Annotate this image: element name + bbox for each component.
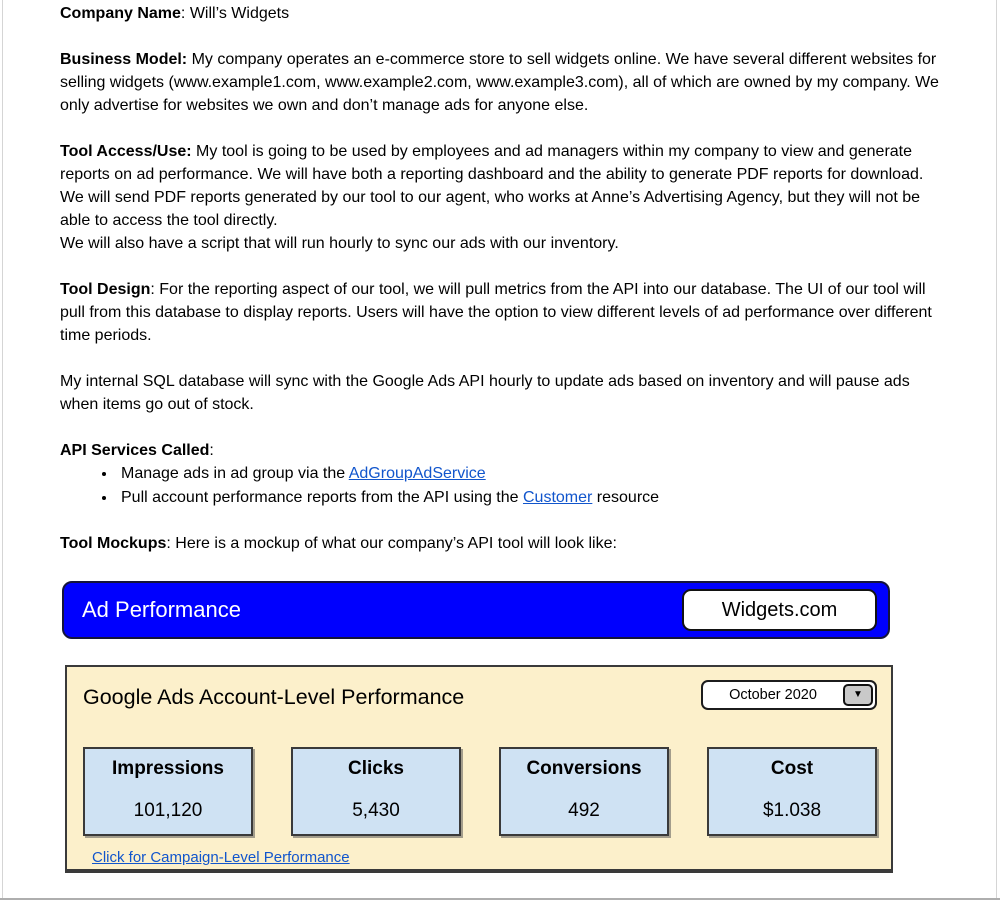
campaign-link-row <box>92 849 877 867</box>
metric-label: Conversions <box>526 758 642 779</box>
business-model-text: My company operates an e-commerce store to sell widgets online. We have several different websites for selling widgets (www.example1.com, www.example2.com, www.example3.com), all of which are owned by my company. We only advertise for websites we own and don’t manage ads for anyone else. <box>60 51 939 114</box>
tool-design-paragraph <box>60 278 944 347</box>
sql-sync-paragraph <box>60 370 944 416</box>
metric-card-cost <box>707 747 877 836</box>
api-services-list <box>60 462 944 509</box>
bullet-2-text: Pull account performance reports from the API using the <box>121 488 523 506</box>
tool-design-label: Tool Design <box>60 281 151 298</box>
metric-card-impressions <box>83 747 253 836</box>
tool-mockups-text: : Here is a mockup of what our company’s API tool will look like: <box>166 535 617 552</box>
dropdown-arrow-button[interactable] <box>843 684 873 706</box>
metric-value: 492 <box>568 800 600 821</box>
panel-header-row <box>83 680 877 710</box>
list-item <box>117 486 944 510</box>
metric-card-conversions <box>499 747 669 836</box>
panel-title: Google Ads Account-Level Performance <box>83 685 465 709</box>
metric-card-clicks <box>291 747 461 836</box>
api-services-heading <box>60 439 944 462</box>
company-name-paragraph <box>60 2 944 25</box>
document-body <box>60 2 944 873</box>
tool-mockups-paragraph <box>60 532 944 555</box>
list-item <box>117 462 944 486</box>
tool-access-paragraph <box>60 140 944 255</box>
document-right-edge <box>996 0 997 900</box>
date-range-value: October 2020 <box>729 687 817 703</box>
tool-access-text: My tool is going to be used by employees and ad managers within my company to view and generate reports on ad performance. We will have both a reporting dashboard and the ability to generate PDF reports for download. We will send PDF reports generated by our tool to our agent, who works at Anne’s Advertising Agency, but they will not be able to access the tool directly. <box>60 143 924 229</box>
metric-label: Cost <box>770 758 814 779</box>
customer-resource-link[interactable]: Customer <box>522 488 593 506</box>
api-services-label: API Services Called <box>60 442 210 459</box>
metric-value: 101,120 <box>133 800 203 821</box>
metric-value: 5,430 <box>352 800 400 821</box>
bullet-2-suffix: resource <box>592 488 660 506</box>
campaign-level-performance-link[interactable]: Click for Campaign-Level Performance <box>92 849 350 866</box>
widgets-site-button-label: Widgets.com <box>721 598 838 621</box>
sql-sync-text: My internal SQL database will sync with the Google Ads API hourly to update ads based on inventory and will pause ads when items go out of stock. <box>60 373 910 413</box>
metric-label: Impressions <box>112 758 224 779</box>
chevron-down-icon: ▼ <box>853 689 863 700</box>
api-services-colon: : <box>209 442 214 459</box>
document-left-edge <box>2 0 3 900</box>
mockup-header-bar <box>62 581 890 639</box>
date-range-dropdown[interactable] <box>701 680 877 710</box>
business-model-label: Business Model: <box>60 51 188 68</box>
metric-cards-row <box>83 747 877 836</box>
adgroupadservice-link[interactable]: AdGroupAdService <box>348 465 486 482</box>
metric-value: $1.038 <box>762 800 822 821</box>
tool-design-text: : For the reporting aspect of our tool, we will pull metrics from the API into our database. The UI of our tool will pull from this database to display reports. Users will have the option to view different levels of ad performance over different time periods. <box>60 281 932 344</box>
mockup-app-title: Ad Performance <box>82 597 241 622</box>
account-performance-panel <box>65 665 893 873</box>
bullet-1-text: Manage ads in ad group via the <box>121 465 349 482</box>
company-name-value: : Will’s Widgets <box>180 5 290 22</box>
tool-mockups-label: Tool Mockups <box>60 535 167 552</box>
tool-access-label: Tool Access/Use: <box>60 143 192 160</box>
tool-access-text-line2: We will also have a script that will run hourly to sync our ads with our inventory. <box>60 235 619 252</box>
company-name-label: Company Name <box>60 5 181 22</box>
widgets-site-button[interactable] <box>682 589 877 631</box>
metric-label: Clicks <box>348 758 404 779</box>
business-model-paragraph <box>60 48 944 117</box>
